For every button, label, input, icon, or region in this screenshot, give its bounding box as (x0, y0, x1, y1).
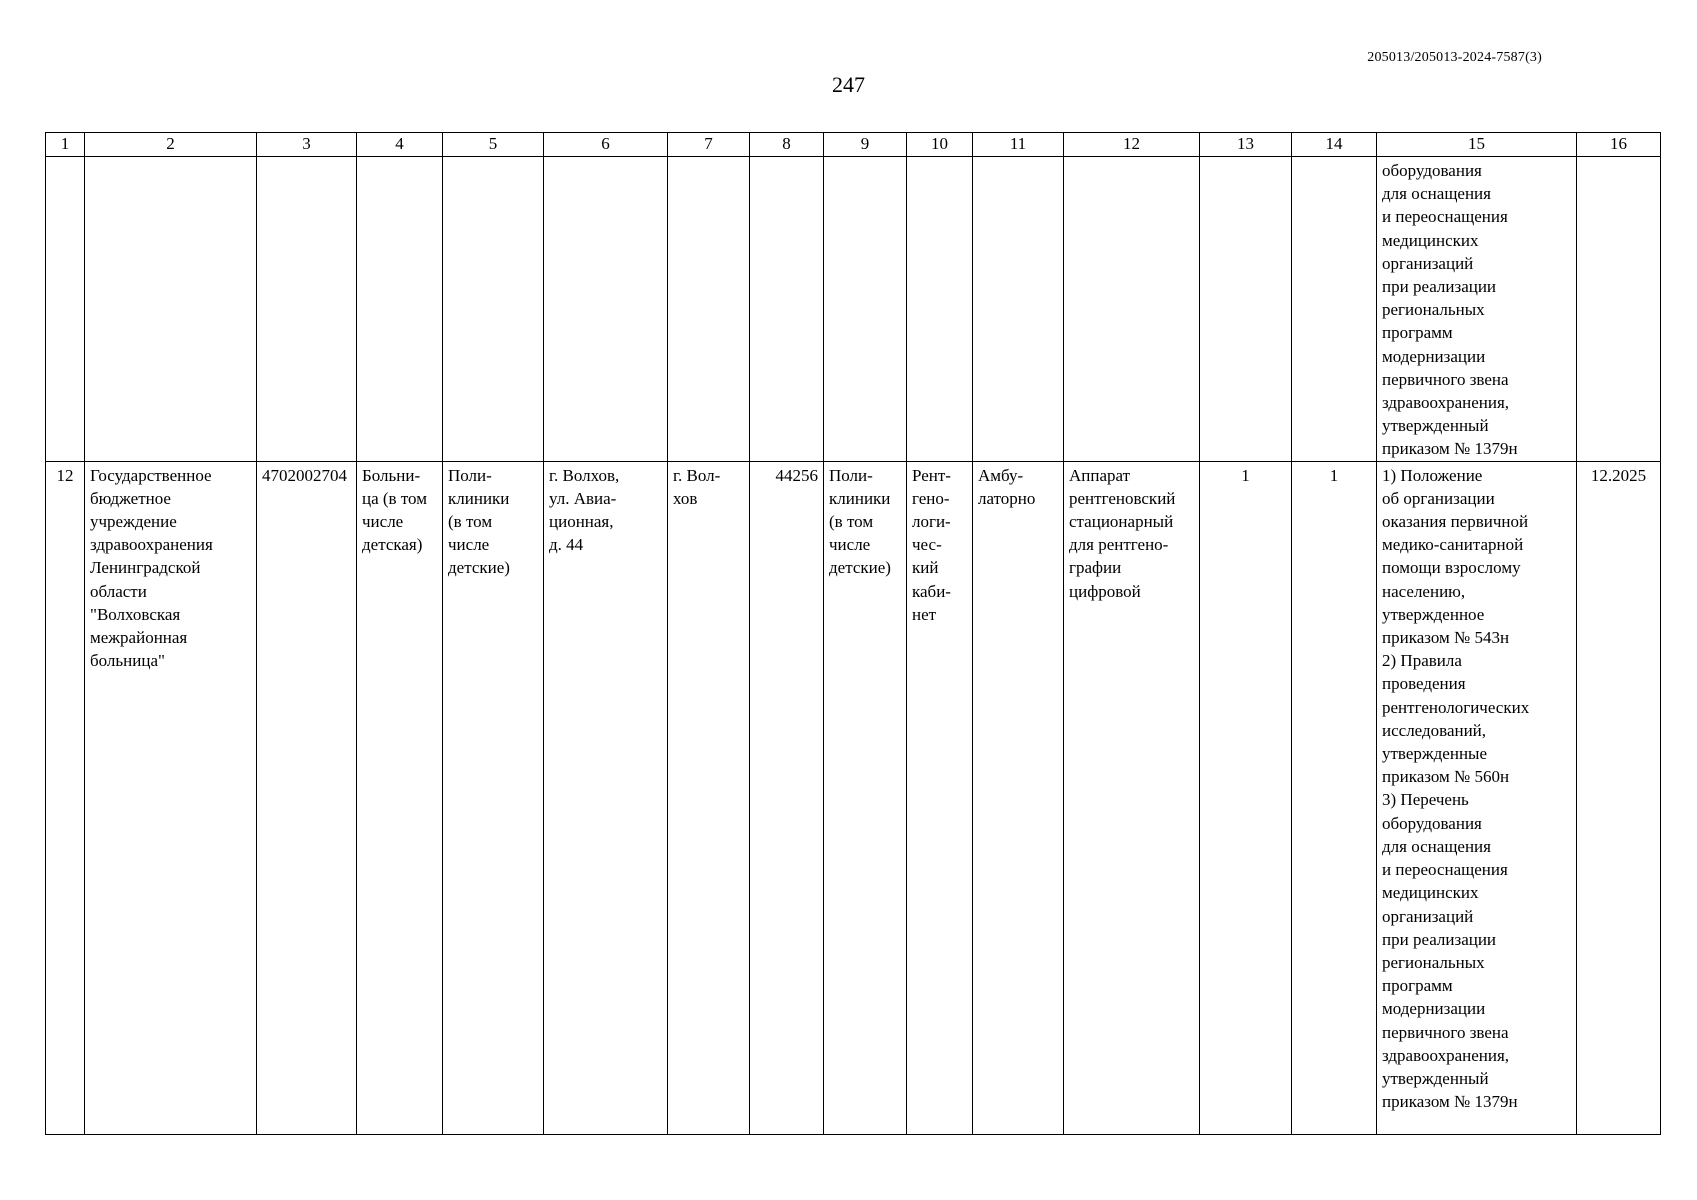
column-header: 12 (1064, 133, 1200, 157)
table-cell (544, 157, 668, 462)
room-type-cell: Рент- гено- логи- чес- кий каби- нет (907, 461, 973, 1134)
table-cell (750, 157, 824, 462)
column-header: 11 (973, 133, 1064, 157)
column-header: 3 (257, 133, 357, 157)
column-header: 6 (544, 133, 668, 157)
equipment-name-cell: Аппарат рентгеновский стационарный для рентгено- графии цифровой (1064, 461, 1200, 1134)
column-header: 14 (1292, 133, 1377, 157)
facility-type-cell: Больни- ца (в том числе детская) (357, 461, 443, 1134)
column-header: 2 (85, 133, 257, 157)
column-header: 7 (668, 133, 750, 157)
column-header: 4 (357, 133, 443, 157)
table-cell (824, 157, 907, 462)
organization-name-cell: Государственное бюджетное учреждение здравоохранения Ленинградской области "Волховская межрайонная больница" (85, 461, 257, 1134)
quantity-cell: 1 (1200, 461, 1292, 1134)
table-cell (357, 157, 443, 462)
column-header: 8 (750, 133, 824, 157)
table-cell (1200, 157, 1292, 462)
column-header: 13 (1200, 133, 1292, 157)
equipment-table (45, 132, 1661, 1135)
settlement-cell: г. Вол- хов (668, 461, 750, 1134)
table-cell (85, 157, 257, 462)
code-cell: 44256 (750, 461, 824, 1134)
column-header: 1 (46, 133, 85, 157)
inn-cell: 4702002704 (257, 461, 357, 1134)
page-number: 247 (832, 72, 865, 97)
document-id: 205013/205013-2024-7587(3) (1367, 50, 1542, 65)
column-header: 9 (824, 133, 907, 157)
row-number-cell: 12 (46, 461, 85, 1134)
table-cell (1064, 157, 1200, 462)
table-cell (46, 157, 85, 462)
unit-type-cell: Поли- клиники (в том числе детские) (824, 461, 907, 1134)
regulation-cell: оборудования для оснащения и переоснащения медицинских организаций при реализации региональных программ модернизации первичного звена здравоохранения, утвержденный приказом № 1379н (1377, 157, 1577, 462)
regulation-cell: 1) Положение об организации оказания первичной медико-санитарной помощи взрослому населению, утвержденное приказом № 543н 2) Правила проведения рентгенологических исследований, утвержденные приказом № 560н 3) Перечень оборудования для оснащения и переоснащения медицинских организаций при реализации региональных программ модернизации первичного звена здравоохранения, утвержденный приказом № 1379н (1377, 461, 1577, 1134)
column-header: 15 (1377, 133, 1577, 157)
column-header: 5 (443, 133, 544, 157)
table-cell (443, 157, 544, 462)
deadline-cell: 12.2025 (1577, 461, 1661, 1134)
table-row-12 (46, 461, 1661, 1134)
column-header: 16 (1577, 133, 1661, 157)
table-cell (907, 157, 973, 462)
quantity-cell: 1 (1292, 461, 1377, 1134)
table-cell (257, 157, 357, 462)
table-cell (1292, 157, 1377, 462)
structural-unit-cell: Поли- клиники (в том числе детские) (443, 461, 544, 1134)
column-header: 10 (907, 133, 973, 157)
table-cell (1577, 157, 1661, 462)
table-cell (668, 157, 750, 462)
table-cell (973, 157, 1064, 462)
care-conditions-cell: Амбу- латорно (973, 461, 1064, 1134)
column-number-row (46, 133, 1661, 157)
table-row-continuation (46, 157, 1661, 462)
address-cell: г. Волхов, ул. Авиа- ционная, д. 44 (544, 461, 668, 1134)
